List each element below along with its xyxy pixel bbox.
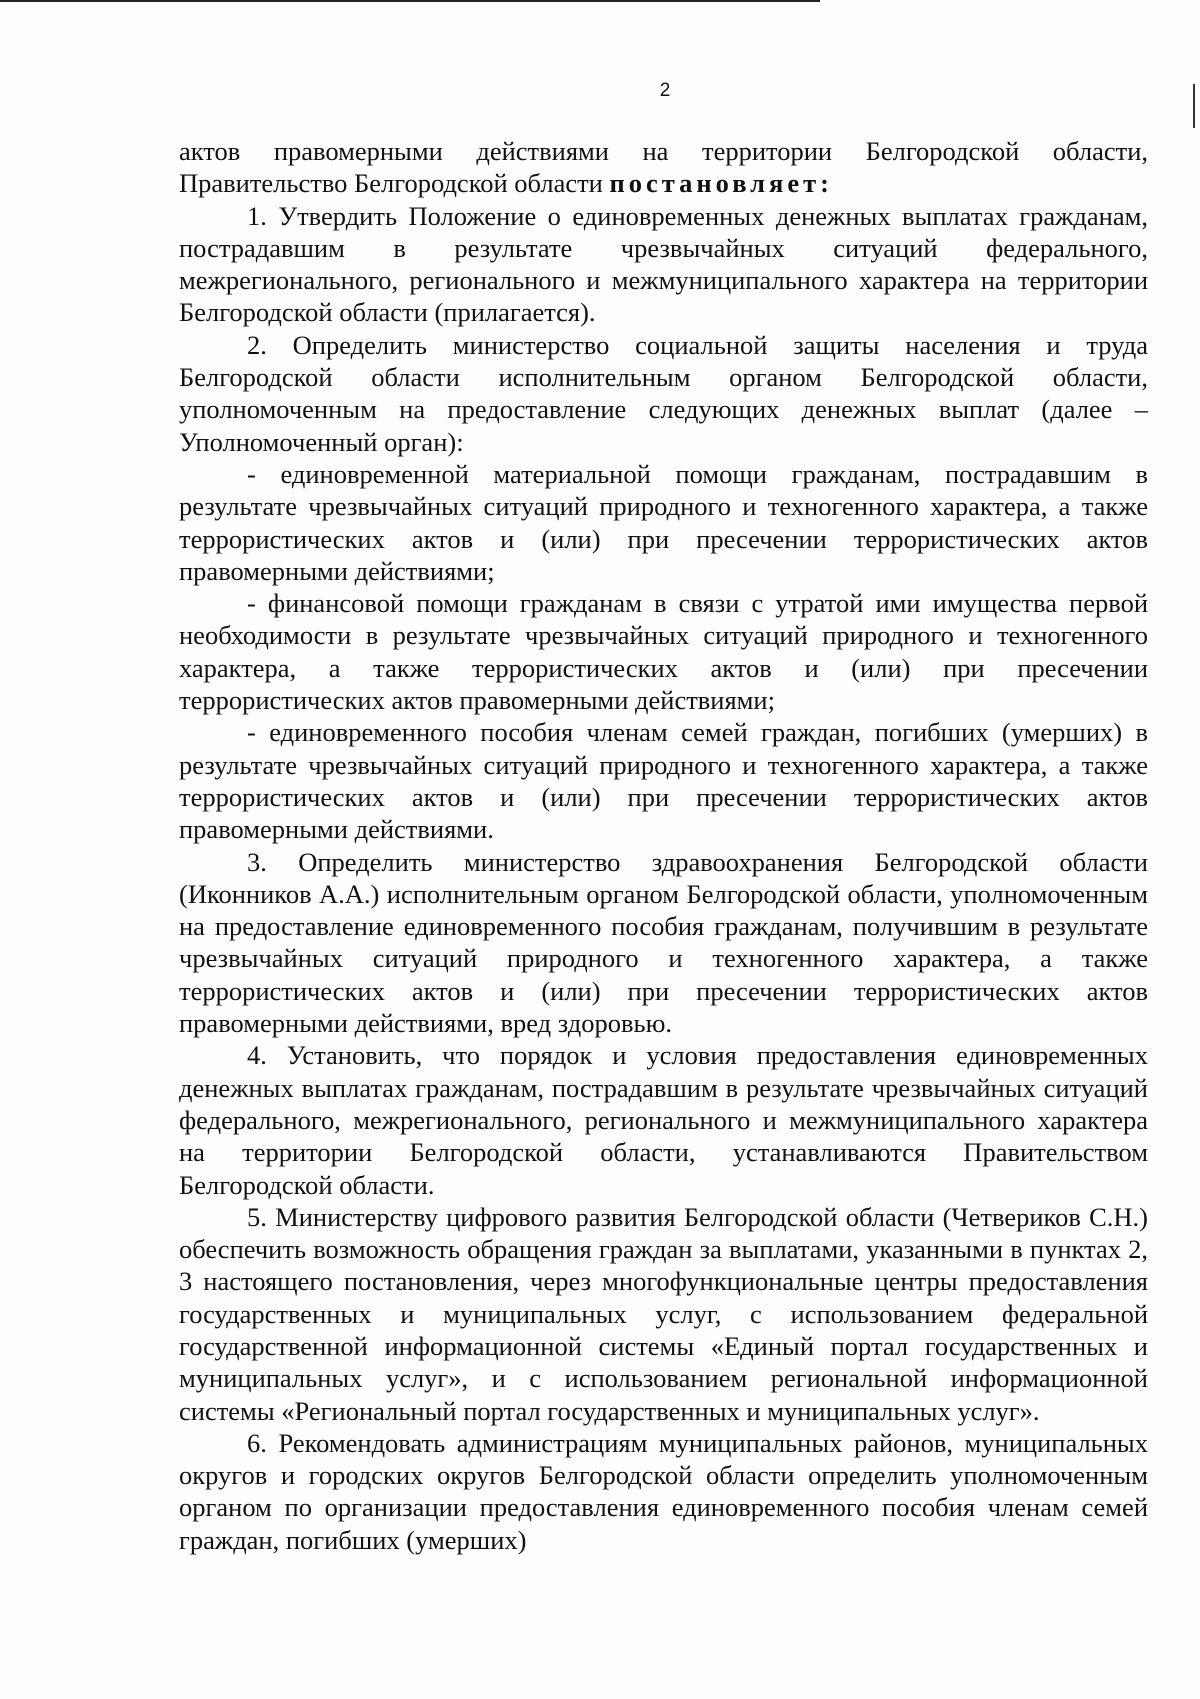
- page-number: 2: [659, 80, 671, 101]
- paragraph-item-4: 4. Установить, что порядок и условия предоставления единовременных денежных выплатах гражданам, пострадавшим в результате чрезвычайных ситуаций федерального, межрегионального, регионального и межмуниципального характера на территории Белгородской области, устанавливаются Правительством Белгородской области.: [179, 1040, 1148, 1200]
- paragraph-subitem-material-aid: - единовременной материальной помощи гражданам, пострадавшим в результате чрезвычайных ситуаций природного и техногенного характера, а также террористических актов и (или) при пресечении террористических актов правомерными действиями;: [179, 458, 1148, 586]
- paragraph-subitem-family-benefit: - единовременного пособия членам семей граждан, погибших (умерших) в результате чрезвычайных ситуаций природного и техногенного характера, а также террористических актов и (или) при пресечении террористических актов правомерными действиями.: [179, 717, 1148, 845]
- scan-edge-top: [0, 0, 820, 2]
- paragraph-subitem-financial-aid: - финансовой помощи гражданам в связи с утратой ими имущества первой необходимости в результате чрезвычайных ситуаций природного и техногенного характера, а также террористических актов и (или) при пресечении террористических актов правомерными действиями;: [179, 588, 1148, 716]
- paragraph-intro: [179, 135, 1148, 200]
- paragraph-text: актов правомерными действиями на территории Белгородской области, Правительство Белгородской области: [179, 136, 1148, 199]
- paragraph-item-2: 2. Определить министерство социальной защиты населения и труда Белгородской области исполнительным органом Белгородской области, уполномоченным на предоставление следующих денежных выплат (далее – Уполномоченный орган):: [179, 329, 1148, 457]
- document-body: [179, 135, 1148, 1556]
- resolution-keyword: постановляет:: [609, 168, 833, 199]
- paragraph-item-6: 6. Рекомендовать администрациям муниципальных районов, муниципальных округов и городских округов Белгородской области определить уполномоченным органом по организации предоставления единовременного пособия членам семей граждан, погибших (умерших): [179, 1427, 1148, 1555]
- paragraph-item-1: 1. Утвердить Положение о единовременных денежных выплатах гражданам, пострадавшим в результате чрезвычайных ситуаций федерального, межрегионального, регионального и межмуниципального характера на территории Белгородской области (прилагается).: [179, 200, 1148, 328]
- paragraph-item-3: 3. Определить министерство здравоохранения Белгородской области (Иконников А.А.) исполнительным органом Белгородской области, уполномоченным на предоставление единовременного пособия гражданам, получившим в результате чрезвычайных ситуаций природного и техногенного характера, а также террористических актов и (или) при пресечении террористических актов правомерными действиями, вред здоровью.: [179, 846, 1148, 1039]
- paragraph-item-5: 5. Министерству цифрового развития Белгородской области (Четвериков С.Н.) обеспечить возможность обращения граждан за выплатами, указанными в пунктах 2, 3 настоящего постановления, через многофункциональные центры предоставления государственных и муниципальных услуг, с использованием федеральной государственной информационной системы «Единый портал государственных и муниципальных услуг», и с использованием региональной информационной системы «Региональный портал государственных и муниципальных услуг».: [179, 1201, 1148, 1426]
